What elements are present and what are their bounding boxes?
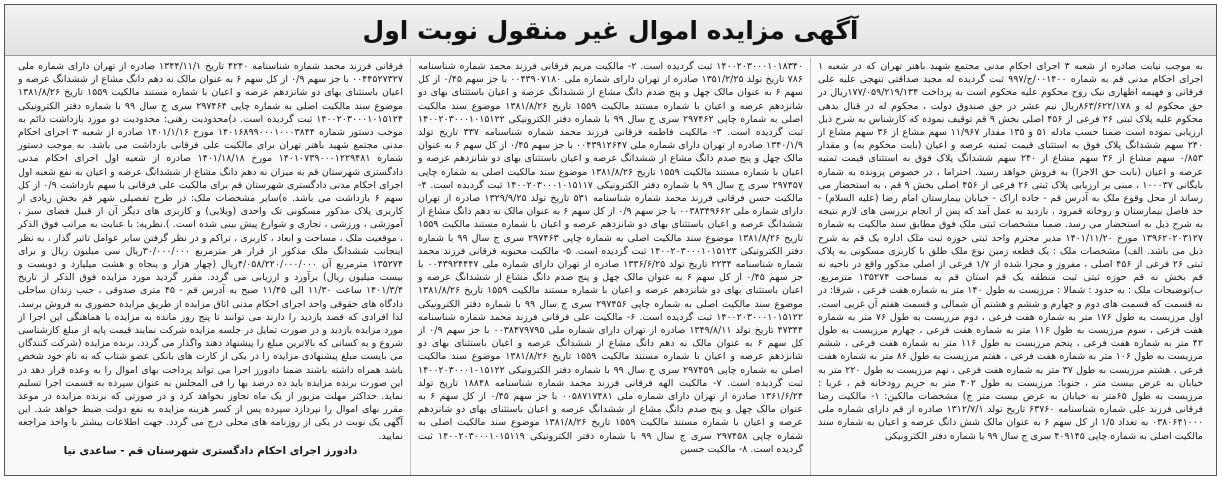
column-1-text: به موجب نیابت صادره از شعبه ۳ اجرای احکام مدنی مجتمع شهید باهنر تهران که در شعبه ۱ اجرای احکام مدنی قم به شماره ۰۰۱۴۰۰/ج/۹۹۷ ثبت گردیده له مجید صداقتی تنهجی علیه علی فرقانی و فهیمه اطهاری نیک روح محکوم علیه محکوم است به پرداخت ۱۷۷/۰۵۹/۲۱۹/۱۳۴ریال در حق محکوم له و ۸۶۳/۶۲۲/۱۷۸ریال نیم عشر در حق صندوق دولت ، محکوم له در قبال بدهی محکوم علیه پلاک ثبتی ۲۶ فرعی از ۴۵۶ اصلی بخش ۹ قم توقیف نموده که کارشناس به شرح ذیل ارزیابی نموده است ضمنا حسب مادله ۵۱ و ۱۳۵ مقدار ۱۱/۹۶۷ سهم مشاع از ۳۶ سهم مشاع از ۲۴۰ سهم ششدانگ پلاک فوق به استثنای قیمت ثمنیه عرصه و اعیان (بابت محکوم به) و مقدار ۰/۸۵۳ سهم مشاع از ۳۶ سهم مشاع از ۲۴۰ سهم ششدانگ پلاک فوق به استثنای قیمت ثمنیه عرصه و اعیان (بابت حق الاجرا) به فروش خواهد رسید. احتراما ، در خصوص پرونده به شماره بایگانی ۱۰۰۰۳۷ ، مبنی بر ارزیابی پلاک ثبتی ۲۶ فرعی از ۴۵۶ اصلی بخش ۹ قم ، به استحضار می رساند از محل وقوع ملک به آدرس قم - جاده اراک - خیابان بیمارستان امام رضا (علیه السلام) - حد فاصل بیمارستان و روخانه قمرود ، بازدید به عمل آمد که پس از انجام بررسی های لازم نتیجه به شرح ذیل به استحضار می رسد. ضمنا مشخصات ثبتی ملک فوق مطابق سند مالکیت به شماره ۱۳۹۶۲۰۲۰۳۱۲۷ مورخ ۱۴۰۱/۱۱/۲۰ مدیر محترم واحد ثبتی حوزه ثبت ملک اداره یک قم به شرح ذیل می باشد. الف) مشخصات ملک : یک قطعه زمین نوع ملک طلق با کاربری مسکونی به پلاک ثبتی ۲۶ فرعی از ۴۵۶ اصلی ، مفروز و مجزا شده از ۱/۷ فرعی از اصلی مذکور واقع در ناحیه نه قم بخش نه قم حوزه ثبتی ثبت منطقه یک قم استان قم به مساحت ۱۳۵۲۷۴ مترمربع. ب)توضیحات ملک : به حدود : شمالا : مرزیست به طول ۱۴۰ متر به شماره هفت فرعی ، شرقا: در نه قسمت که قسمت های دوم و چهارم و ششم و هشتم آن شمالی و قسمت هفتم آن غربی است. اول مرزیست به طول ۱۷۶ متر به شماره هفت فرعی ، دوم مرزیست به طول ۷۶ متر به شماره هفت فرعی ، سوم مرزیست به طول ۱۱۶ متر به شماره هفت فرعی ، چهارم مرزیست به طول ۴۲ متر به شماره هفت فرعی ، پنجم مرزیست به طول ۱۱۶ متر به شماره هفت فرعی ، ششم مرزیست به طول ۱۰۶ متر به شماره هفت فرعی ، هفتم مرزیست به طول ۸۶ متر به شماره هفت فرعی ، هشتم مرزیست به طول ۳۷ متر به شماره هفت فرعی ، نهم مرزیست به طول ۲۲۰ متر به خیابان به عرض بیست متر ، جنوبا: مرزیست به طول ۴۰۲ متر به حریم رودخانه قم ، غربا : مرزیست به طول ۶۵متر به خیابان به عرض بیست متر ج) مشخصات مالکین: ۱- مالکیت رضا فرقانی فرزند علی شماره شناسنامه ۶۳۷۶۰ تاریخ تولد ۱۳۱۲/۷/۱ صادره از قم دارای شماره ملی ۰۳۸۰۶۴۱۰۰۰ به تعداد ۱/۵ از کل سهم ۶ به عنوان مالک شش دانگ عرصه و اعیان به شماره سند مالکیت اصلی به شماره چاپی ۴۰۹۱۴۵ سری ج سال ۹۹ با شماره دفتر الکترونیکی: [818, 61, 1204, 442]
notice-frame: [4, 4, 1217, 476]
column-3-text: فرقانی فرزند محمد شماره شناسنامه ۴۲۴۰ تاریخ ۱۳۴۴/۱۱/۱ صادره از تهران دارای شماره ملی ۰۰۴۴۵۲۷۳۲۷ با جز سهم ۰/۹ از کل سهم ۶ به عنوان مالک نه دهم دانگ مشاع از ششدانگ عرصه و اعیان باستثنای بهای دو شانزدهم عرصه و اعیان با شماره مستند مالکیت ۱۵۵۹ تاریخ ۱۳۸۱/۸/۲۶ موضوع سند مالکیت اصلی به شماره چاپی ۲۹۷۴۶۴ سری ج سال ۹۹ با شماره دفتر الکترونیکی ۱۴۰۰۲۰۳۰۰۰۱۰۱۵۱۲۴ ثبت گردیده است. د)محدودیت رهنی: محدودیت دو مورد بازداشت دائم به موجب دستور شماره ۱۴۰۱۶۸۹۹۰۰۰۱۰۰۰۳۸۴۴ مورخ ۱۴۰۱/۱/۱۶ صادره از شعبه ۳ اجرای احکام مدنی مجتمع شهید باهنر تهران برای مالکیت علی فرقانی بازداشت می باشد. به موجب دستور شماره ۱۴۰۱۰۷۳۹۰۰۰۱۲۲۹۴۸۱ مورخ ۱۴۰۱/۱۸/۱۸ صادره از شعبه اول اجرای احکام مدنی دادگستری شهرستان قم به میزان نه دهم دانگ مشاع از ششدانگ عرصه و اعیان به نفع شعبه اول اجرای احکام مدنی دادگستری شهرستان قم برای مالکیت علی فرقانی با سهم بازداشت ۰/۹ از کل سهم ۶ بازداشت می باشد. ه)سایر مشخصات ملک: در طرح تفصیلی شهر قم بخش زیادی از کاربری پلاک مذکور مسکونی تک واحدی (ویلایی) و کاربری های دیگر آن از قبیل فضای سبز ، آموزشی ، ورزشی ، تجاری و شوارع پیش بینی شده است. ).نظریه: با عنایت به مراتب فوق الذکر ، موقعیت ملک ، مساحت و ابعاد ، کاربری ، تراکم و در نظر گرفتن سایر عوامل تاثیر گذار ، به نظر اینجانب ششدانگ ملک مذکور از قرار هر مترمربع ۳۰/۰۰۰/۰۰۰ریال سی میلیون ریال و برای ۱۳۵۲۷۴ مترمربع آن ۴/۰۵۸/۲۲۰/۰۰۰/۰۰۰ریال (چهار هزار و پنجاه و هشت میلیارد و دویست و بیست میلیون ریال) برآورد و ارزیابی می گردد. مقرر گردید مورد مزایده فوق الذکر از تاریخ ۱۴۰۱/۳/۴ ساعت ۱۱/۳۰ الی ۱۱/۴۵ صبح به آدرس قم - ۴۵ متری صدوقی ، جنب زندان ساحلی دادگاه های حقوقی واحد اجرای احکام مدنی اتاق مزایده از طریق مزایده حضوری به فروش برسد. لذا افرادی که قصد بازدید را دارند می توانند تا پنج روز مانده به مزایده با هماهنگی این اجرا از مورد مزایده بازدید و در صورت تمایل در جلسه مزایده شرکت نمایند قیمت پایه از مبلغ کارشناسی شروع و به کسانی که بالاترین مبلغ را پیشنهاد دهند واگذار می گردد. برنده مزایده (شرکت کنندگان می بایست مبلغ پیشنهادی مزایده را در یکی از کارت های بانکی عضو شتاب که به نام خود شخص باشد همراه داشته باشند ضمنا دادورز اجرا می تواند پرداخت بهای اموال را به وعده قرار دهد در این صورت برنده مزایده باید ده درصد بها را فی المجلس به عنوان سپرده به قسمت اجرا تسلیم نماید. حداکثر مهلت مزبور از یک ماه تجاوز نخواهد کرد و در صورتی که برنده مزایده در موعد مقرر بهای اموال را نپردازد سپرده پس از کسر هزینه مزایده به نفع دولت ضبط خواهد شد. این آگهی یک نوبت در یکی از روزنامه های محلی درج می گردد. جهت اطلاعات بیشتر با واحد مراجعه نمایید.: [18, 61, 404, 442]
column-3: [11, 58, 411, 476]
column-2-text: ۱۴۰۰۲۰۳۰۰۰۱۰۱۸۳۴۰ ثبت گردیده است. ۲- مالکیت مریم فرقانی فرزند محمد شماره شناسنامه ۷۸۶ تاریخ تولد ۱۳۵۱/۲/۲۵ صادره از تهران دارای شماره ملی ۰۰۴۳۹۰۷۱۸۰ با جز سهم ۰/۴۵ از کل سهم ۶ به عنوان مالک چهل و پنج صدم دانگ مشاع از ششدانگ عرصه و اعیان باستثنای بهای دو شانزدهم عرصه و اعیان با شماره مستند مالکیت ۱۵۵۹ تاریخ ۱۳۸۱/۸/۲۶ موضوع سند مالکیت اصلی به شماره چاپی ۲۹۷۴۶۲ سری ج سال ۹۹ با شماره دفتر الکترونیکی ۱۴۰۰۲۰۳۰۰۰۱۰۱۵۱۲۲ ثبت گردیده است. ۳- مالکیت فاطمه فرقانی فرزند محمد شماره شناسنامه ۳۳۷ تاریخ تولد ۱۳۴۰/۱/۹ صادره از تهران دارای شماره ملی ۰۰۴۳۹۱۲۶۴۷ با جز سهم ۰/۴۵ از کل سهم ۶ به عنوان مالک چهل و پنج صدم دانگ مشاع از ششدانگ عرصه و اعیان باستثنای بهای دو شانزدهم عرصه و اعیان با شماره مستند مالکیت ۱۵۵۹ تاریخ ۱۳۸۱/۸/۲۶ موضوع سند مالکیت اصلی به شماره چاپی ۲۹۷۴۵۷ سری ج سال ۹۹ با شماره دفتر الکترونیکی ۱۴۰۰۲۰۳۰۰۰۱۰۱۵۱۱۷ ثبت گردیده است. ۴- مالکیت حسن فرقانی فرزند محمد شماره شناسنامه ۵۳۱ تاریخ تولد ۱۳۲۹/۹/۲۵ صادره از تهران دارای شماره ملی ۰۰۳۸۳۴۹۶۶۲ با جز سهم ۰/۹ از کل سهم ۶ به عنوان مالک نه دهم دانگ مشاع از ششدانگ عرصه و اعیان باستثنای بهای دو شانزدهم عرصه و اعیان با شماره مستند مالکیت ۱۵۵۹ تاریخ ۱۳۸۱/۸/۲۶ موضوع سند مالکیت اصلی به شماره چاپی ۲۹۷۴۶۳ سری ج سال ۹۹ با شماره دفتر الکترونیکی ۱۴۰۰۲۰۳۰۰۰۱۰۱۵۱۲۳ ثبت گردیده است. ۵- مالکیت محبوبه فرقانی فرزند محمد شماره شناسنامه ۲۲۳۴ تاریخ تولد ۱۳۳۶/۶/۲۵ صادره از تهران دارای شماره ملی ۰۰۴۳۹۲۴۴۴۷ با جز سهم ۰/۴۵ از کل سهم ۶ به عنوان مالک چهل و پنج صدم دانگ مشاع از ششدانگ عرصه و اعیان باستثنای بهای دو شانزدهم عرصه و اعیان با شماره مستند مالکیت ۱۵۵۹ تاریخ ۱۳۸۱/۸/۲۶ موضوع سند مالکیت اصلی به شماره چاپی ۲۹۷۴۵۶ سری ج سال ۹۹ با شماره دفتر الکترونیکی ۱۴۰۰۲۰۳۰۰۰۱۰۱۵۱۲۲ ثبت گردیده است. ۶- مالکیت علی فرقانی فرزند محمد شماره شناسنامه ۴۷۳۴۴ تاریخ تولد ۱۳۴۹/۸/۱۱ صادره از تهران دارای شماره ملی ۰۰۳۸۴۷۹۷۹۵ با جز سهم ۰/۹ از کل سهم ۶ به عنوان مالک نه دهم دانگ مشاع از ششدانگ عرصه و اعیان باستثنای بهای دو شانزدهم عرصه و اعیان با شماره مستند مالکیت ۱۵۵۹ تاریخ ۱۳۸۱/۸/۲۶ موضوع سند مالکیت اصلی به شماره چاپی ۲۹۷۴۵۹ سری ج سال ۹۹ با شماره دفتر الکترونیکی ۱۴۰۰۲۰۳۰۰۰۱۰۱۵۱۲۲ ثبت گردیده است. ۷- مالکیت الهه فرقانی فرزند محمد شماره شناسنامه ۱۸۸۴۸ تاریخ تولد ۱۳۶۱/۶/۲۴ صادره از تهران دارای شماره ملی ۰۰۵۸۷۱۷۴۸۱ با جز سهم ۰/۴۵ از کل سهم ۶ به عنوان مالک چهل و پنج صدم دانگ مشاع از ششدانگ عرصه و اعیان باستثنای بهای دو شانزدهم عرصه و اعیان با شماره مستند مالکیت ۱۵۵۹ تاریخ ۱۳۸۱/۸/۲۶ موضوع سند مالکیت اصلی به شماره چاپی ۲۹۷۴۵۸ سری ج سال ۹۹ با شماره دفتر الکترونیکی ۱۴۰۰۲۰۳۰۰۰۱۰۱۵۱۱۹ ثبت گردیده است. ۸- مالکیت حسین: [418, 61, 804, 455]
text-columns: [5, 56, 1216, 476]
column-2: [411, 58, 811, 476]
column-1: [811, 58, 1210, 476]
signature: دادورز اجرای احکام دادگستری شهرستان قم - ساعدی نیا: [63, 444, 358, 457]
notice-title: آگهی مزایده اموال غیر منقول نوبت اول: [362, 15, 859, 45]
title-bar: [5, 5, 1216, 56]
